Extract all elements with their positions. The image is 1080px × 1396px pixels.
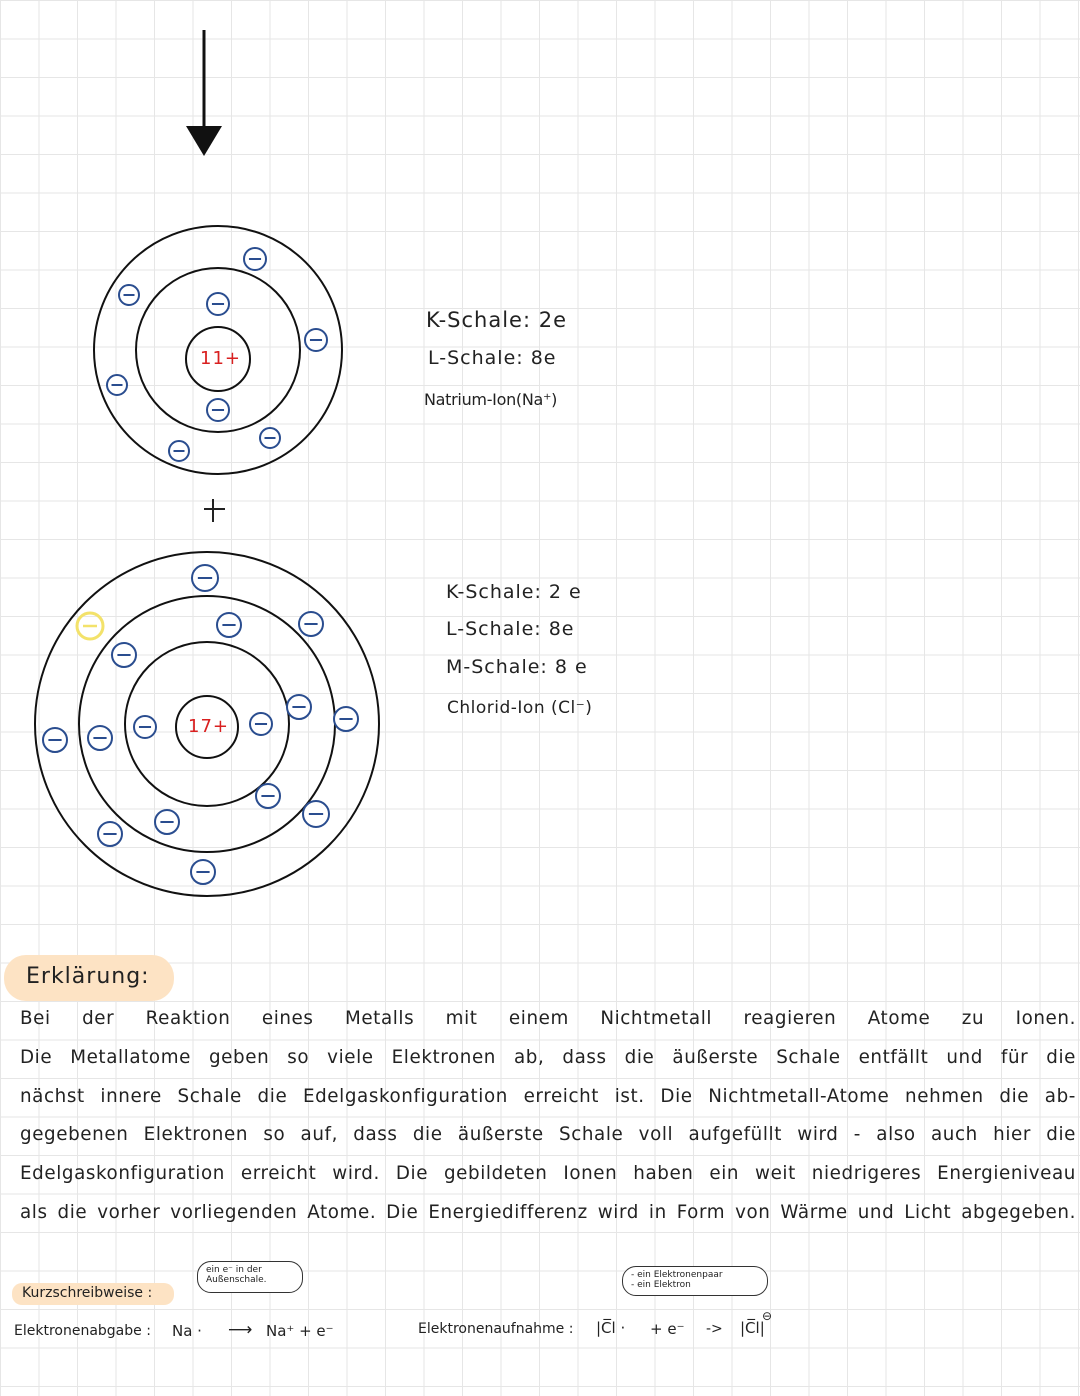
electrons bbox=[43, 248, 358, 884]
donation-label: Elektronenabgabe : bbox=[14, 1323, 151, 1339]
acceptance-charge: ⊖ bbox=[762, 1309, 773, 1323]
explanation-line: nächst innere Schale die Edelgaskonfiguration erreicht ist. Die Nichtmetall-Atome nehmen die ab- bbox=[20, 1085, 1076, 1107]
explanation-line: Die Metallatome geben so viele Elektronen ab, dass die äußerste Schale entfällt und für die bbox=[20, 1046, 1076, 1068]
acceptance-arrow: -> bbox=[706, 1321, 723, 1337]
explanation-heading: Erklärung: bbox=[26, 964, 150, 989]
sodium-k-shell-label: K-Schale: 2e bbox=[426, 308, 567, 332]
explanation-line: Edelgaskonfiguration erreicht wird. Die gebildeten Ionen haben ein weit niedrigeres Energieniveau bbox=[20, 1163, 1076, 1185]
sodium-l-shell-label: L-Schale: 8e bbox=[428, 347, 557, 369]
chlorine-ion-label: Chlorid-Ion (Cl⁻) bbox=[447, 698, 593, 718]
donation-arrow: ⟶ bbox=[228, 1320, 253, 1340]
explanation-line: gegebenen Elektronen so auf, dass die äußerste Schale voll aufgefüllt wird - also auch hier die bbox=[20, 1124, 1076, 1146]
explanation-paragraph bbox=[20, 1000, 1076, 1233]
donation-lhs: Na · bbox=[172, 1322, 202, 1340]
chlorine-l-shell-label: L-Schale: 8e bbox=[446, 618, 575, 640]
plus-sign bbox=[0, 0, 1, 1]
bubble-right-line-1: - ein Elektronenpaar bbox=[631, 1270, 723, 1280]
acceptance-label: Elektronenaufnahme : bbox=[418, 1321, 574, 1337]
arrow-head bbox=[186, 126, 222, 156]
explanation-line: Bei der Reaktion eines Metalls mit einem Nichtmetall reagieren Atome zu Ionen. bbox=[20, 1008, 1076, 1029]
sodium-ion-label: Natrium-Ion(Na⁺) bbox=[424, 390, 558, 409]
bubble-left-text: ein e⁻ in der Außenschale. bbox=[206, 1265, 267, 1285]
bubble-right bbox=[622, 1266, 768, 1296]
donation-rhs: Na⁺ + e⁻ bbox=[266, 1322, 334, 1340]
chlorine-k-shell-label: K-Schale: 2 e bbox=[446, 581, 582, 603]
explanation-line: als die vorher vorliegenden Atome. Die Energiedifferenz wird in Form von Wärme und Licht abgegeben. bbox=[20, 1201, 1076, 1223]
acceptance-lhs: |C̅l · bbox=[596, 1319, 626, 1337]
notation-label: Kurzschreibweise : bbox=[22, 1285, 153, 1301]
acceptance-rhs: |C̅l| bbox=[740, 1319, 765, 1337]
acceptance-plus: + e⁻ bbox=[650, 1320, 685, 1338]
plus-sign-drawing bbox=[204, 499, 225, 522]
bubble-left bbox=[197, 1261, 303, 1293]
chlorine-nucleus-label: 17+ bbox=[188, 716, 229, 737]
sodium-nucleus-label: 11+ bbox=[200, 348, 241, 369]
bubble-right-line-2: - ein Elektron bbox=[631, 1280, 691, 1290]
chlorine-m-shell-label: M-Schale: 8 e bbox=[446, 656, 588, 678]
